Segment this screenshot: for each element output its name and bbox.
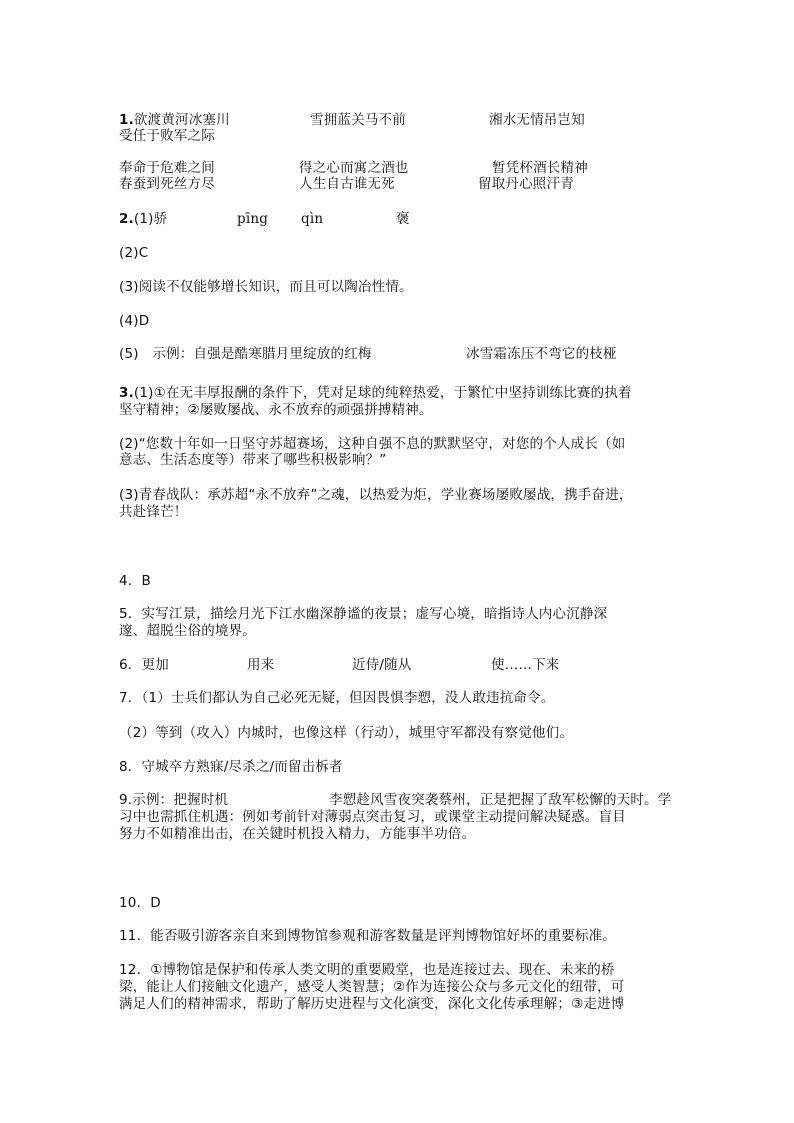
q6-item-3: 近侍/随从 bbox=[352, 657, 412, 673]
q9-line-3: 努力不如精准出击，在关键时机投入精力，方能事半功倍。 bbox=[119, 826, 476, 842]
q2-1-pinyin-1: pīng bbox=[237, 211, 269, 227]
q6-item-1: 6．更加 bbox=[119, 657, 169, 673]
q9-line-2: 习中也需抓住机遇：例如考前针对薄弱点突击复习，或课堂主动提问解决疑惑。盲目 bbox=[119, 809, 626, 825]
q2-1-char: (1)骄 bbox=[133, 211, 168, 227]
q2-5-text-1: (5) 示例：自强是酷寒腊月里绽放的红梅 bbox=[119, 346, 372, 362]
q2-1-pinyin-2: qìn bbox=[301, 211, 324, 227]
q3-part-1-line-1 bbox=[119, 385, 632, 402]
q3-part-2-line-2: 意志、生活态度等）带来了哪些积极影响？” bbox=[119, 452, 387, 468]
q2-5-text-2: 冰雪霜冻压不弯它的枝桠 bbox=[466, 346, 617, 362]
q9-text-1: 9.示例：把握时机 bbox=[119, 792, 229, 808]
q4-answer: 4．B bbox=[119, 573, 151, 589]
q7-line-2: （2）等到（攻入）内城时，也像这样（行动），城里守军都没有察觉他们。 bbox=[119, 725, 574, 741]
q2-part-3: (3)阅读不仅能够增长知识，而且可以陶冶性情。 bbox=[119, 279, 413, 295]
q1-answer-7: 暂凭杯酒长精神 bbox=[492, 160, 588, 176]
q12-line-3: 满足人们的精神需求，帮助了解历史进程与文化演变，深化文化传承理解；③走进博 bbox=[119, 996, 625, 1012]
q1-answer-2: 雪拥蓝关马不前 bbox=[310, 112, 406, 128]
q2-part-4: (4)D bbox=[119, 313, 150, 329]
q6-item-4: 使……下来 bbox=[491, 657, 560, 673]
q12-line-2: 梁，能让人们接触文化遗产，感受人类智慧；②作为连接公众与多元文化的纽带，可 bbox=[119, 979, 625, 995]
q2-number: 2. bbox=[119, 211, 134, 227]
q10-answer: 10．D bbox=[119, 895, 161, 911]
q11-answer: 11．能否吸引游客亲自来到博物馆参观和游客数量是评判博物馆好坏的重要标准。 bbox=[119, 928, 617, 944]
q1-answer-8: 春蚕到死丝方尽 bbox=[119, 176, 215, 192]
q1-answer-6: 得之心而寓之酒也 bbox=[299, 160, 409, 176]
q2-1-char-2: 褒 bbox=[396, 211, 410, 227]
q1-answer-9: 人生自古谁无死 bbox=[299, 176, 395, 192]
q8-answer: 8．守城卒方熟寐/尽杀之/而留击柝者 bbox=[119, 759, 343, 775]
q1-answer-10: 留取丹心照汗青 bbox=[478, 176, 574, 192]
q1-answer-5: 奉命于危难之间 bbox=[119, 160, 215, 176]
q12-line-1: 12．①博物馆是保护和传承人类文明的重要殿堂，也是连接过去、现在、未来的桥 bbox=[119, 962, 615, 978]
q7-line-1: 7．（1）士兵们都认为自己必死无疑，但因畏惧李愬，没人敢违抗命令。 bbox=[119, 690, 555, 706]
q3-part-3-line-1: (3)青春战队：承苏超“永不放弃”之魂，以热爱为炬，学业赛场屡败屡战，携手奋进， bbox=[119, 487, 633, 503]
q6-item-2: 用来 bbox=[247, 657, 275, 673]
q3-part-2-line-1: (2)“您数十年如一日坚守苏超赛场，这种自强不息的默默坚守，对您的个人成长（如 bbox=[119, 436, 626, 452]
q5-line-1: 5．实写江景，描绘月光下江水幽深静谧的夜景；虚写心境，暗指诗人内心沉静深 bbox=[119, 606, 608, 622]
q5-line-2: 邃、超脱尘俗的境界。 bbox=[119, 623, 256, 639]
q3-part-1-line-2: 坚守精神；②屡败屡战、永不放弃的顽强拼搏精神。 bbox=[119, 402, 433, 418]
q1-number: 1. bbox=[119, 112, 134, 128]
q3-part-3-line-2: 共赴锋芒！ bbox=[119, 504, 188, 520]
q1-answer-3: 湘水无情吊岂知 bbox=[489, 112, 585, 128]
q2-part-2: (2)C bbox=[119, 245, 149, 261]
q3-number: 3. bbox=[119, 385, 134, 401]
q3-1-text: (1)①在无丰厚报酬的条件下，凭对足球的纯粹热爱，于繁忙中坚持训练比赛的执着 bbox=[133, 385, 632, 401]
q1-answer-4: 受任于败军之际 bbox=[119, 128, 215, 144]
q1-answer-1: 欲渡黄河冰塞川 bbox=[133, 112, 230, 128]
q9-text-2: 李愬趁风雪夜突袭蔡州，正是把握了敌军松懈的天时。学 bbox=[329, 792, 672, 808]
